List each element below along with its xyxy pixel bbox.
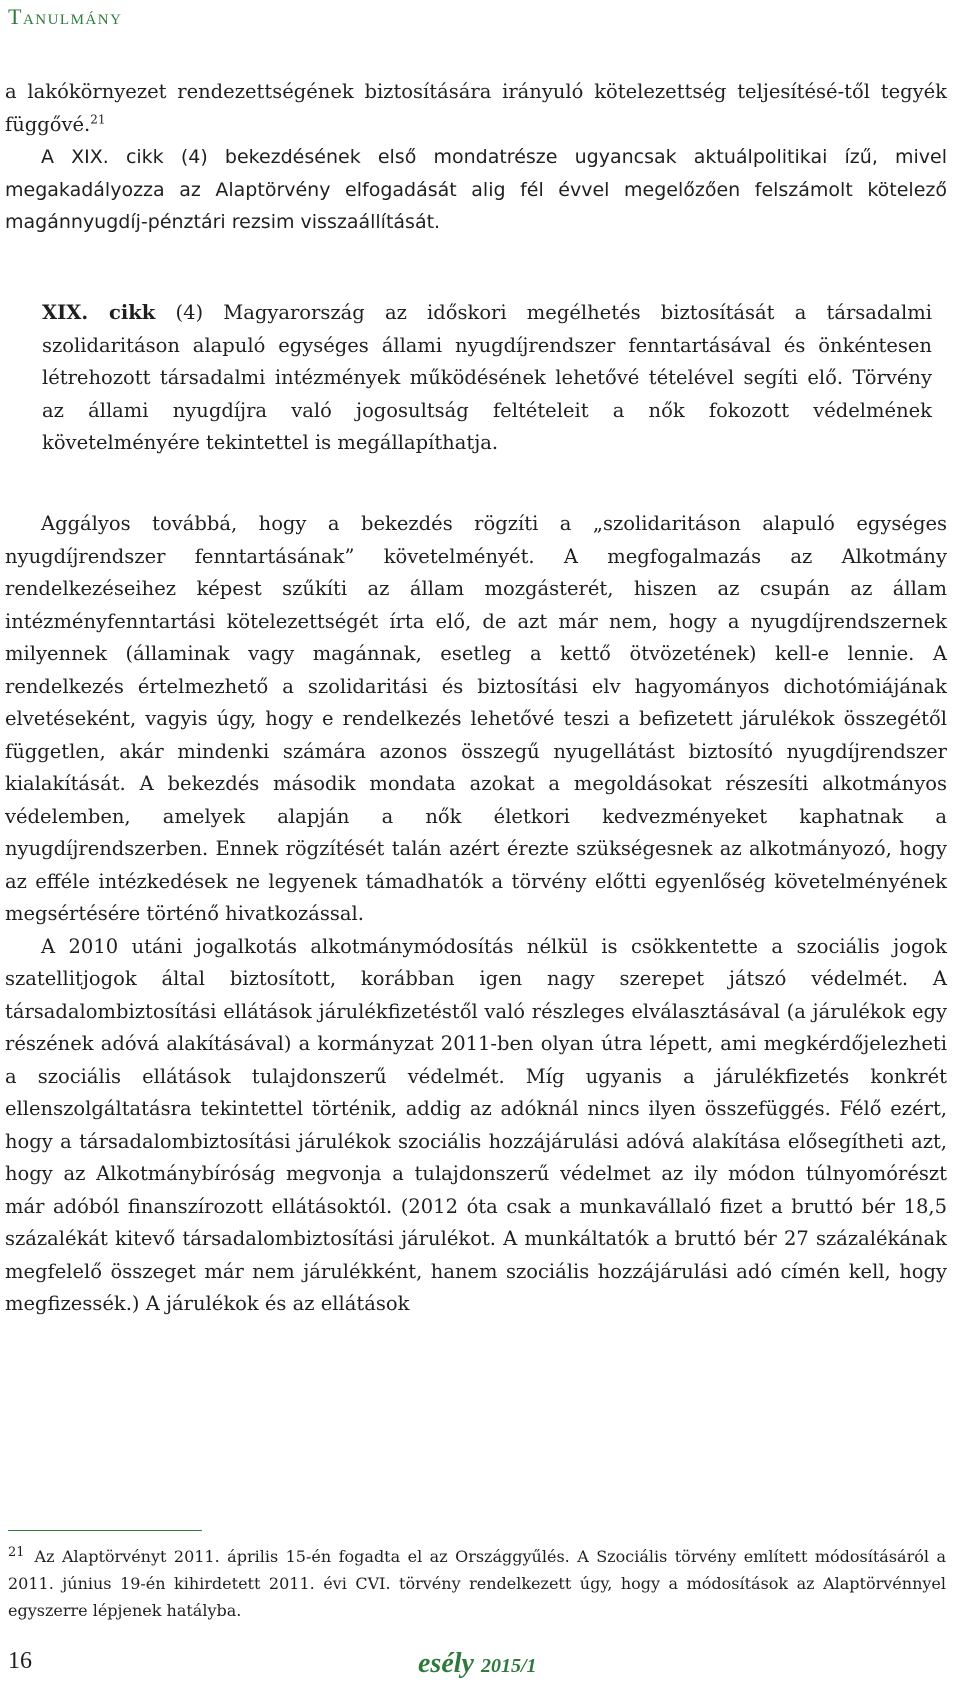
intro-line-1 <box>5 76 947 141</box>
footnote-divider <box>8 1530 202 1531</box>
journal-title <box>418 1648 537 1680</box>
quoted-article <box>42 297 932 460</box>
section-header: Tanulmány <box>8 4 123 29</box>
journal-name: esély <box>418 1648 474 1679</box>
page-number: 16 <box>8 1648 32 1674</box>
intro-text <box>5 76 947 239</box>
paragraph-1: Aggályos továbbá, hogy a bekezdés rögzíti a „szolidaritáson alapuló egységes nyugdíjrendszer fenntartásának” követelményét. A megfogalmazás az Alkotmány rendelkezéseihez képest szűkíti az állam mozgásterét, hiszen az csupán az állam intézményfenntartási kötelezettségét írta elő, de azt már nem, hogy a nyugdíjrendszernek milyennek (államinak vagy magánnak, esetleg a kettő ötvözetének) kell-e lennie. A rendelkezés értelmezhető a szolidaritási és biztosítási elv hagyományos dichotómiájának elvetéseként, vagyis úgy, hogy e rendelkezés lehetővé teszi a befizetett járulékok összegétől független, akár mindenki számára azonos összegű nyugellátást biztosító nyugdíjrendszer kialakítását. A bekezdés második mondata azokat a megoldásokat részesíti alkotmányos védelemben, amelyek alapján a nők életkori kedvezményeket kaphatnak a nyugdíjrendszerben. Ennek rögzítését talán azért érezte szükségesnek az alkotmányozó, hogy az efféle intézkedések ne legyenek támadhatók a törvény előtti egyenlőség követelményének megsértésére történő hivatkozással. <box>5 512 947 925</box>
journal-issue: 2015/1 <box>480 1655 537 1677</box>
footnote <box>8 1543 946 1624</box>
footnote-ref-21[interactable]: 21 <box>90 112 106 126</box>
intro-paragraph-2: A XIX. cikk (4) bekezdésének első mondatrésze ugyancsak aktuálpolitikai ízű, mivel megakadályozza az Alaptörvény elfogadását alig fél évvel megelőzően felszámolt kötelező magánnyugdíj-pénztári rezsim visszaállítását. <box>5 146 947 233</box>
footnote-text: Az Alaptörvényt 2011. április 15-én fogadta el az Országgyűlés. A Szociális törvény említett módosításáról a 2011. június 19-én kihirdetett 2011. évi CVI. törvény rendelkezett úgy, hogy a módosítások az Alaptörvénnyel egyszerre lépjenek hatályba. <box>8 1547 946 1620</box>
quoted-article-text <box>42 297 932 460</box>
quoted-article-body: (4) Magyarország az időskori megélhetés biztosítását a társadalmi szolidaritáson alapuló egységes állami nyugdíjrendszer fenntartásával és önkéntesen létrehozott társadalmi intézmények működésének lehetővé tételével segíti elő. Törvény az állami nyugdíjra való jogosultság feltételeit a nők fokozott védelmének követelményére tekintettel is megállapíthatja. <box>42 301 933 454</box>
main-paragraphs <box>5 508 947 1321</box>
intro-line-1-text: a lakókörnyezet rendezettségének biztosítására irányuló kötelezettség teljesítésé-től tegyék függővé. <box>5 80 947 136</box>
quoted-article-lead: XIX. cikk <box>42 301 156 324</box>
footnote-number: 21 <box>8 1544 25 1560</box>
paragraph-2: A 2010 utáni jogalkotás alkotmánymódosítás nélkül is csökkentette a szociális jogok szatellitjogok által biztosított, korábban igen nagy szerepet játszó védelmét. A társadalombiztosítási ellátások járulékfizetéstől való részleges elválasztásával (a járulékok egy részének adóvá alakításával) a kormányzat 2011-ben olyan útra lépett, ami megkérdőjelezheti a szociális ellátások tulajdonszerű védelmét. Míg ugyanis a járulékfizetés konkrét ellenszolgáltatásra tekintettel történik, addig az adóknál nincs ilyen összefüggés. Félő ezért, hogy a társadalombiztosítási járulékok szociális hozzájárulási adóvá alakítása elősegítheti azt, hogy az Alkotmánybíróság megvonja a tulajdonszerű védelmet az ily módon túlnyomórészt már adóból finanszírozott ellátásoktól. (2012 óta csak a munkavállaló fizet a bruttó bér 18,5 százalékát kitevő társadalombiztosítási járulékot. A munkáltatók a bruttó bér 27 százalékának megfelelő összeget már nem járulékként, hanem szociális hozzájárulási adó címén kell, hogy megfizessék.) A járulékok és az ellátások <box>5 934 947 1315</box>
